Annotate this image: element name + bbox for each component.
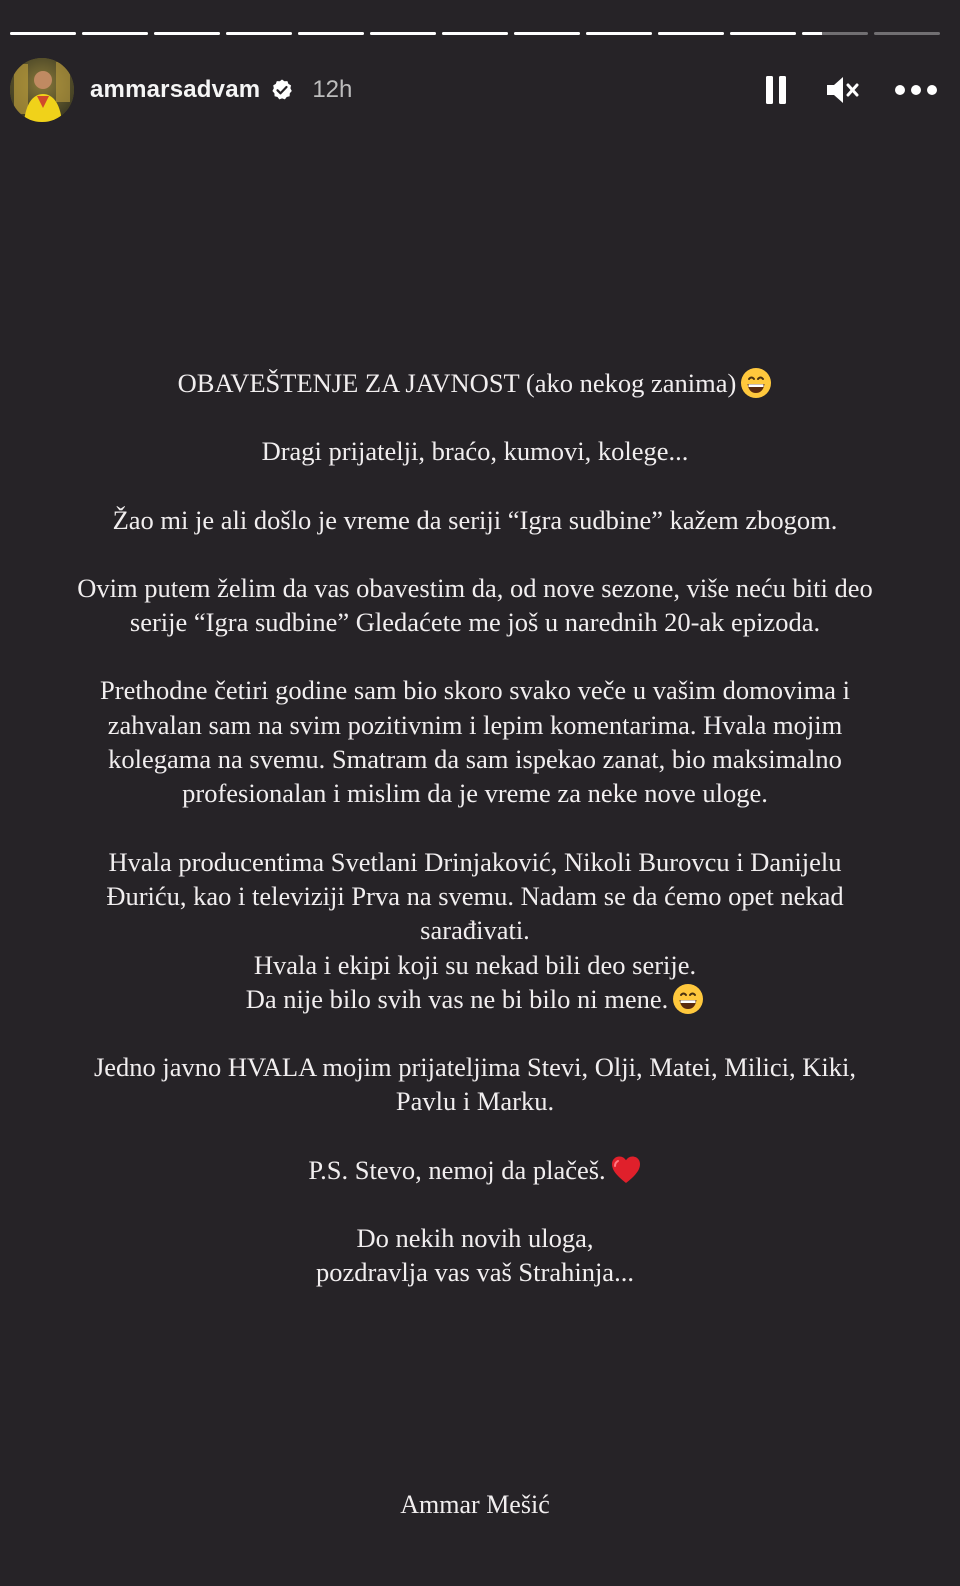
story-progress-segment [370,32,436,35]
mute-button[interactable] [820,70,864,110]
story-progress-fill [226,32,292,35]
story-title: OBAVEŠTENJE ZA JAVNOST (ako nekog zanima) [177,368,737,398]
more-options-icon [894,84,938,96]
story-paragraph [0,571,950,640]
story-progress-fill [370,32,436,35]
story-line: Hvala producentima Svetlani Drinjaković, Nikoli Burovcu i Danijelu [108,846,842,877]
story-progress-segment [658,32,724,35]
story-line: Žao mi je ali došlo je vreme da seriji “Igra sudbine” kažem zbogom. [112,504,838,535]
story-progress-fill [802,32,822,35]
story-progress-fill [298,32,364,35]
story-progress-fill [514,32,580,35]
story-line: pozdravlja vas vaš Strahinja... [316,1257,634,1288]
story-line: Ovim putem želim da vas obavestim da, od nove sezone, više neću biti deo [77,572,873,603]
story-progress-segment [154,32,220,35]
story-progress-segment [874,32,940,35]
story-line: Đuriću, kao i televiziji Prva na svemu. Nadam se da ćemo opet nekad [106,880,844,911]
story-progress-fill [442,32,508,35]
story-paragraph [0,503,950,537]
story-progress-fill [586,32,652,35]
story-progress-bar [10,32,940,36]
story-line: sarađivati. [420,915,530,946]
story-progress-segment [82,32,148,35]
avatar[interactable] [10,58,74,122]
story-line [0,1153,950,1187]
story-line: Jedno javno HVALA mojim prijateljima Stevi, Olji, Matei, Milici, Kiki, [93,1052,857,1083]
story-progress-fill [658,32,724,35]
username[interactable]: ammarsadvam [90,76,261,103]
story-paragraph [0,1153,950,1187]
story-paragraph [0,1050,950,1119]
story-line: Prethodne četiri godine sam bio skoro svako veče u vašim domovima i [100,675,850,706]
muted-speaker-icon [825,75,859,105]
post-time: 12h [312,76,353,103]
story-paragraph [0,434,950,468]
story-progress-segment [514,32,580,35]
avatar-image [10,58,74,122]
story-line: zahvalan sam na svim pozitivnim i lepim komentarima. Hvala mojim [107,709,843,740]
verified-badge-icon [270,78,294,102]
story-line: serije “Igra sudbine” Gledaćete me još u narednih 20-ak epizoda. [129,607,821,638]
story-paragraph [0,845,950,1016]
more-options-button[interactable] [892,70,940,110]
story-text [0,366,950,1324]
grinning-face-emoji-icon [740,367,772,399]
red-heart-emoji-icon [610,1154,642,1186]
grinning-face-emoji-icon [672,983,704,1015]
signature: Ammar Mešić [400,1490,550,1519]
story-line: kolegama na svemu. Smatram da sam ispekao zanat, bio maksimalno [108,744,842,775]
story-line: Do nekih novih uloga, [356,1223,594,1254]
story-controls [756,70,940,110]
story-line-text: P.S. Stevo, nemoj da plačeš. [308,1154,606,1185]
story-line [0,366,950,400]
story-progress-fill [10,32,76,35]
story-line [0,982,950,1016]
story-line: Dragi prijatelji, braćo, kumovi, kolege... [261,436,689,467]
story-paragraph [0,673,950,810]
story-line: Hvala i ekipi koji su nekad bili deo serije. [253,949,697,980]
story-progress-fill [154,32,220,35]
story-progress-fill [82,32,148,35]
pause-icon [765,75,787,105]
story-progress-fill [730,32,796,35]
story-progress-segment [298,32,364,35]
story-progress-segment [802,32,868,35]
story-line: Pavlu i Marku. [395,1086,555,1117]
story-line-text: Da nije bilo svih vas ne bi bilo ni mene. [245,983,669,1014]
story-progress-segment [442,32,508,35]
story-progress-segment [730,32,796,35]
story-header [10,58,940,122]
story-progress-segment [586,32,652,35]
story-paragraph-title [0,366,950,400]
story-progress-segment [10,32,76,35]
pause-button[interactable] [756,70,796,110]
story-line: profesionalan i mislim da je vreme za neke nove uloge. [182,778,768,809]
story-paragraph [0,1221,950,1290]
story-progress-segment [226,32,292,35]
